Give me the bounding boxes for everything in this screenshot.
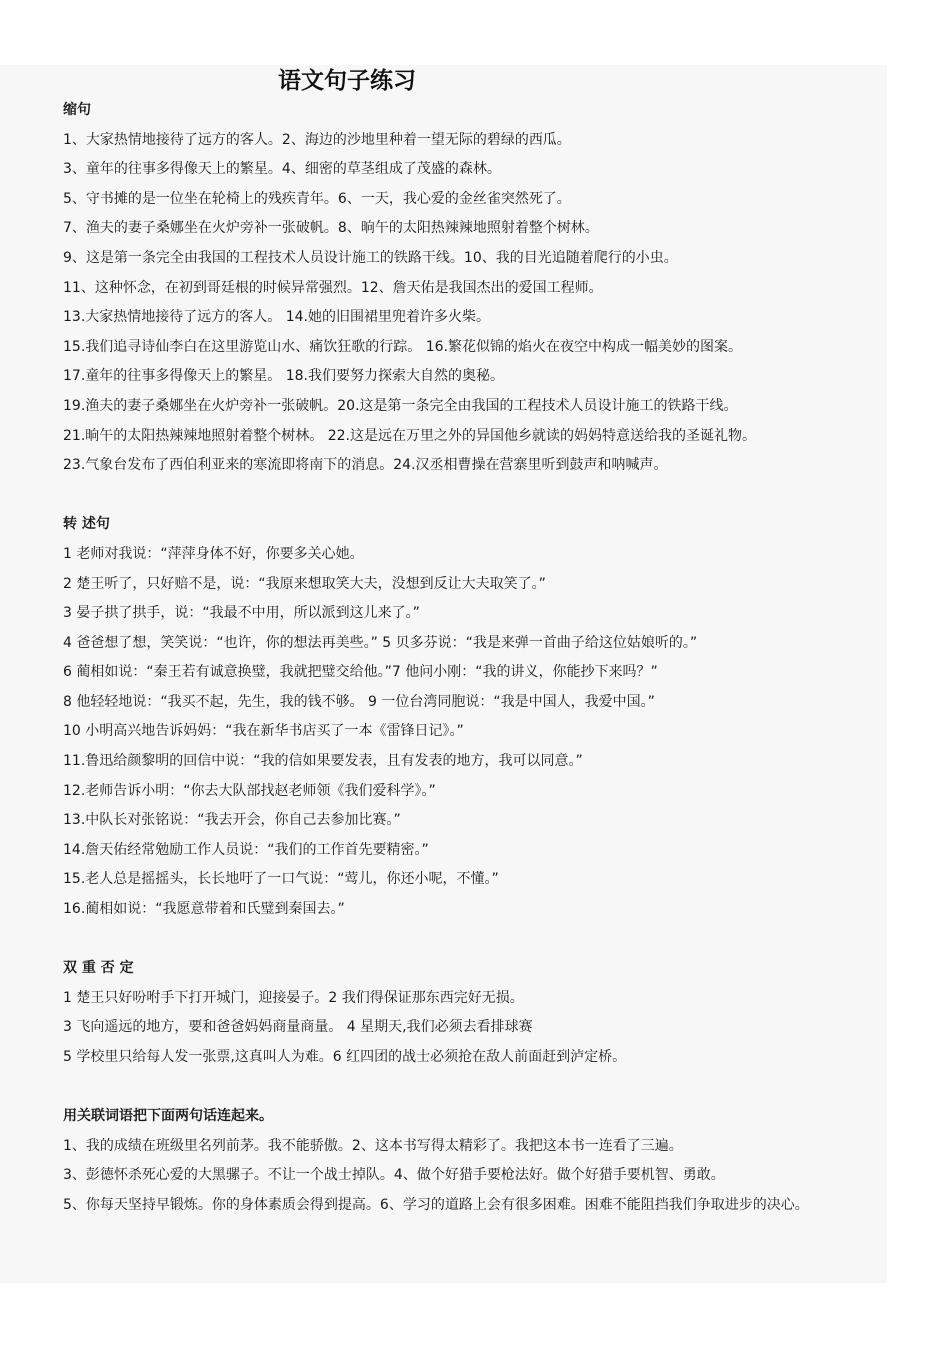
exercise-line: 15.我们追寻诗仙李白在这里游览山水、痛饮狂歌的行踪。 16.繁花似锦的焰火在夜空中构成一幅美妙的图案。 bbox=[63, 338, 742, 355]
section-heading: 转 述句 bbox=[63, 516, 110, 533]
exercise-line: 14.詹天佑经常勉励工作人员说：“我们的工作首先要精密。” bbox=[63, 841, 429, 858]
exercise-line: 8 他轻轻地说：“我买不起，先生，我的钱不够。 9 一位台湾同胞说：“我是中国人，我爱中国。” bbox=[63, 693, 655, 710]
exercise-line: 5、守书摊的是一位坐在轮椅上的残疾青年。6、一天，我心爱的金丝雀突然死了。 bbox=[63, 190, 571, 207]
section-suoju bbox=[63, 96, 889, 481]
exercise-line: 3 飞向遥远的地方，要和爸爸妈妈商量商量。 4 星期天,我们必须去看排球赛 bbox=[63, 1019, 533, 1036]
exercise-line: 4 爸爸想了想，笑笑说：“也许，你的想法再美些。” 5 贝多芬说：“我是来弹一首曲子给这位姑娘听的。” bbox=[63, 634, 698, 651]
page-title: 语文句子练习 bbox=[278, 67, 416, 94]
exercise-line: 6 蔺相如说：“秦王若有诚意换璧，我就把璧交给他。”7 他问小刚：“我的讲义，你能抄下来吗？” bbox=[63, 664, 658, 681]
exercise-line: 19.渔夫的妻子桑娜坐在火炉旁补一张破帆。20.这是第一条完全由我国的工程技术人员设计施工的铁路干线。 bbox=[63, 397, 738, 414]
section-heading: 用关联词语把下面两句话连起来。 bbox=[63, 1108, 273, 1125]
exercise-line: 7、渔夫的妻子桑娜坐在火炉旁补一张破帆。8、晌午的太阳热辣辣地照射着整个树林。 bbox=[63, 220, 599, 237]
exercise-line: 10 小明高兴地告诉妈妈：“我在新华书店买了一本《雷锋日记》。” bbox=[63, 723, 464, 740]
exercise-line: 11、这种怀念，在初到哥廷根的时候异常强烈。12、詹天佑是我国杰出的爱国工程师。 bbox=[63, 279, 603, 296]
exercise-line: 21.晌午的太阳热辣辣地照射着整个树林。 22.这是远在万里之外的异国他乡就读的妈妈特意送给我的圣诞礼物。 bbox=[63, 427, 756, 444]
exercise-line: 9、这是第一条完全由我国的工程技术人员设计施工的铁路干线。10、我的目光追随着爬行的小虫。 bbox=[63, 249, 678, 266]
exercise-line: 23.气象台发布了西伯利亚来的寒流即将南下的消息。24.汉丞相曹操在营寨里听到鼓声和呐喊声。 bbox=[63, 457, 668, 474]
exercise-line: 3 晏子拱了拱手，说：“我最不中用，所以派到这儿来了。” bbox=[63, 605, 420, 622]
document-body bbox=[63, 96, 889, 1221]
section-shuangchong bbox=[63, 954, 889, 1072]
exercise-line: 1、我的成绩在班级里名列前茅。我不能骄傲。2、这本书写得太精彩了。我把这本书一连看了三遍。 bbox=[63, 1137, 683, 1154]
exercise-line: 3、彭德怀杀死心爱的大黑骡子。不让一个战士掉队。4、做个好猎手要枪法好。做个好猎手要机智、勇敢。 bbox=[63, 1167, 725, 1184]
section-spacer bbox=[63, 925, 889, 955]
exercise-line: 16.蔺相如说：“我愿意带着和氏璧到秦国去。” bbox=[63, 901, 345, 918]
exercise-line: 11.鲁迅给颜黎明的回信中说：“我的信如果要发表，且有发表的地方，我可以同意。” bbox=[63, 753, 583, 770]
exercise-line: 5 学校里只给每人发一张票,这真叫人为难。6 红四团的战士必须抢在敌人前面赶到泸定桥。 bbox=[63, 1049, 627, 1065]
exercise-line: 13.大家热情地接待了远方的客人。 14.她的旧围裙里兜着许多火柴。 bbox=[63, 309, 490, 326]
exercise-line: 17.童年的往事多得像天上的繁星。 18.我们要努力探索大自然的奥秘。 bbox=[63, 368, 504, 385]
exercise-line: 2 楚王听了，只好赔不是，说：“我原来想取笑大夫，没想到反让大夫取笑了。” bbox=[63, 575, 546, 592]
exercise-line: 13.中队长对张铭说：“我去开会，你自己去参加比赛。” bbox=[63, 812, 401, 829]
section-heading: 双 重 否 定 bbox=[63, 960, 134, 977]
exercise-line: 1 老师对我说：“萍萍身体不好，你要多关心她。 bbox=[63, 545, 364, 562]
section-heading: 缩句 bbox=[63, 102, 91, 118]
exercise-line: 15.老人总是摇摇头，长长地吁了一口气说：“莺儿，你还小呢，不懂。” bbox=[63, 871, 499, 888]
section-spacer bbox=[63, 1073, 889, 1103]
exercise-line: 1、大家热情地接待了远方的客人。2、海边的沙地里种着一望无际的碧绿的西瓜。 bbox=[63, 131, 571, 148]
exercise-line: 1 楚王只好吩咐手下打开城门，迎接晏子。2 我们得保证那东西完好无损。 bbox=[63, 989, 524, 1006]
exercise-line: 5、你每天坚持早锻炼。你的身体素质会得到提高。6、学习的道路上会有很多困难。困难不能阻挡我们争取进步的决心。 bbox=[63, 1196, 809, 1213]
exercise-line: 12.老师告诉小明：“你去大队部找赵老师领《我们爱科学》。” bbox=[63, 782, 436, 799]
section-guanlian bbox=[63, 1102, 889, 1220]
section-spacer bbox=[63, 481, 889, 511]
exercise-line: 3、童年的往事多得像天上的繁星。4、细密的草茎组成了茂盛的森林。 bbox=[63, 161, 501, 178]
section-zhuanshu bbox=[63, 510, 889, 924]
